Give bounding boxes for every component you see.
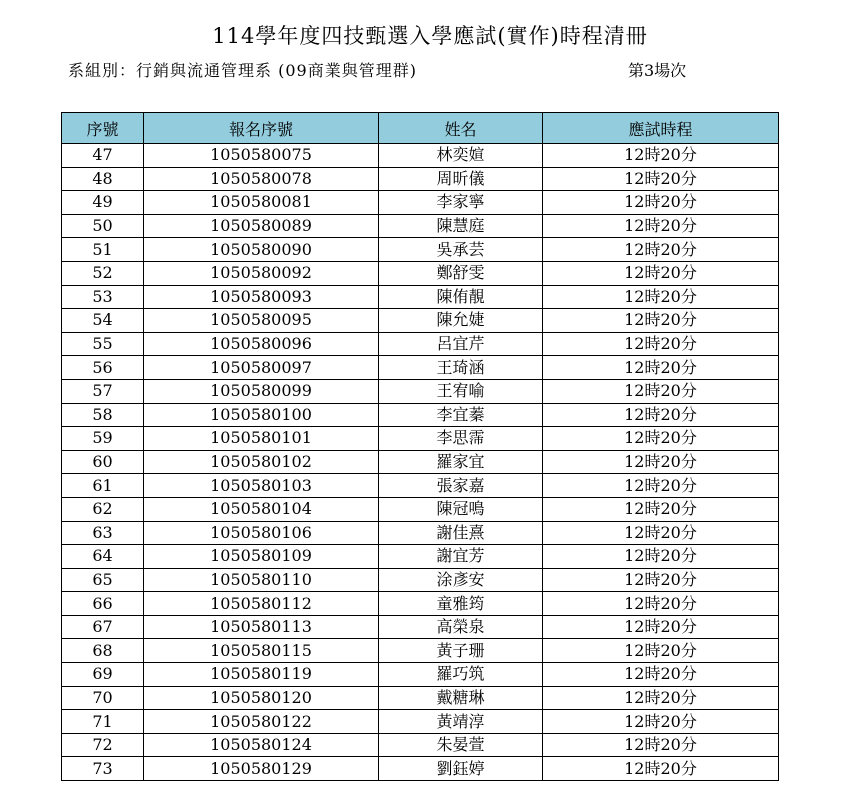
cell-exam-time: 12時20分: [543, 474, 779, 498]
cell-registration-no: 1050580075: [144, 144, 379, 168]
cell-name: 張家嘉: [379, 474, 543, 498]
cell-name: 呂宜芹: [379, 332, 543, 356]
cell-seq: 60: [62, 450, 144, 474]
table-row: [62, 686, 779, 710]
cell-name: 謝宜芳: [379, 545, 543, 569]
cell-registration-no: 1050580113: [144, 615, 379, 639]
cell-exam-time: 12時20分: [543, 710, 779, 734]
table-row: [62, 497, 779, 521]
cell-exam-time: 12時20分: [543, 403, 779, 427]
cell-name: 涂彥安: [379, 568, 543, 592]
cell-seq: 72: [62, 733, 144, 757]
cell-exam-time: 12時20分: [543, 167, 779, 191]
cell-name: 劉鈺婷: [379, 757, 543, 781]
cell-seq: 53: [62, 285, 144, 309]
cell-registration-no: 1050580106: [144, 521, 379, 545]
cell-name: 戴糖琳: [379, 686, 543, 710]
table-row: [62, 757, 779, 781]
cell-name: 黃子珊: [379, 639, 543, 663]
cell-registration-no: 1050580120: [144, 686, 379, 710]
cell-seq: 57: [62, 379, 144, 403]
cell-registration-no: 1050580096: [144, 332, 379, 356]
cell-seq: 50: [62, 214, 144, 238]
cell-name: 李宜蓁: [379, 403, 543, 427]
table-row: [62, 261, 779, 285]
cell-exam-time: 12時20分: [543, 639, 779, 663]
cell-seq: 64: [62, 545, 144, 569]
cell-name: 陳侑靚: [379, 285, 543, 309]
header-exam-time: 應試時程: [543, 113, 779, 144]
cell-name: 李思霈: [379, 427, 543, 451]
cell-exam-time: 12時20分: [543, 309, 779, 333]
cell-seq: 70: [62, 686, 144, 710]
cell-exam-time: 12時20分: [543, 427, 779, 451]
table-row: [62, 663, 779, 687]
cell-name: 陳允婕: [379, 309, 543, 333]
cell-seq: 56: [62, 356, 144, 380]
cell-seq: 65: [62, 568, 144, 592]
cell-name: 吳承芸: [379, 238, 543, 262]
cell-name: 朱晏萱: [379, 733, 543, 757]
header-registration-no: 報名序號: [144, 113, 379, 144]
cell-exam-time: 12時20分: [543, 686, 779, 710]
cell-seq: 69: [62, 663, 144, 687]
cell-seq: 59: [62, 427, 144, 451]
cell-registration-no: 1050580115: [144, 639, 379, 663]
table-row: [62, 521, 779, 545]
cell-name: 王宥喻: [379, 379, 543, 403]
cell-registration-no: 1050580089: [144, 214, 379, 238]
cell-registration-no: 1050580078: [144, 167, 379, 191]
cell-registration-no: 1050580081: [144, 191, 379, 215]
cell-registration-no: 1050580097: [144, 356, 379, 380]
table-row: [62, 356, 779, 380]
cell-exam-time: 12時20分: [543, 521, 779, 545]
table-row: [62, 710, 779, 734]
cell-registration-no: 1050580095: [144, 309, 379, 333]
cell-name: 童雅筠: [379, 592, 543, 616]
cell-registration-no: 1050580101: [144, 427, 379, 451]
cell-name: 李家寧: [379, 191, 543, 215]
department-label: 系組別：行銷與流通管理系 (09商業與管理群): [68, 61, 417, 80]
cell-seq: 55: [62, 332, 144, 356]
cell-name: 高榮泉: [379, 615, 543, 639]
cell-exam-time: 12時20分: [543, 332, 779, 356]
table-row: [62, 309, 779, 333]
table-row: [62, 214, 779, 238]
cell-name: 周昕儀: [379, 167, 543, 191]
cell-seq: 62: [62, 497, 144, 521]
table-row: [62, 144, 779, 168]
table-row: [62, 733, 779, 757]
cell-exam-time: 12時20分: [543, 757, 779, 781]
cell-name: 謝佳熹: [379, 521, 543, 545]
cell-exam-time: 12時20分: [543, 238, 779, 262]
cell-exam-time: 12時20分: [543, 144, 779, 168]
cell-seq: 61: [62, 474, 144, 498]
cell-seq: 73: [62, 757, 144, 781]
cell-registration-no: 1050580124: [144, 733, 379, 757]
cell-seq: 52: [62, 261, 144, 285]
cell-exam-time: 12時20分: [543, 356, 779, 380]
cell-seq: 63: [62, 521, 144, 545]
table-row: [62, 167, 779, 191]
table-row: [62, 568, 779, 592]
cell-name: 鄭舒雯: [379, 261, 543, 285]
cell-seq: 48: [62, 167, 144, 191]
table-row: [62, 615, 779, 639]
cell-exam-time: 12時20分: [543, 497, 779, 521]
cell-name: 羅巧筑: [379, 663, 543, 687]
session-label: 第3場次: [628, 61, 687, 80]
cell-name: 黃靖淳: [379, 710, 543, 734]
cell-registration-no: 1050580119: [144, 663, 379, 687]
cell-registration-no: 1050580110: [144, 568, 379, 592]
cell-exam-time: 12時20分: [543, 450, 779, 474]
cell-seq: 49: [62, 191, 144, 215]
table-row: [62, 450, 779, 474]
cell-registration-no: 1050580112: [144, 592, 379, 616]
table-row: [62, 474, 779, 498]
document-title: 114學年度四技甄選入學應試(實作)時程清冊: [212, 24, 648, 48]
cell-exam-time: 12時20分: [543, 261, 779, 285]
cell-name: 王琦涵: [379, 356, 543, 380]
table-row: [62, 592, 779, 616]
cell-registration-no: 1050580093: [144, 285, 379, 309]
cell-exam-time: 12時20分: [543, 285, 779, 309]
table-row: [62, 379, 779, 403]
cell-exam-time: 12時20分: [543, 568, 779, 592]
cell-seq: 54: [62, 309, 144, 333]
table-row: [62, 403, 779, 427]
table-header: [62, 113, 779, 144]
cell-name: 陳冠鳴: [379, 497, 543, 521]
header-name: 姓名: [379, 113, 543, 144]
cell-exam-time: 12時20分: [543, 663, 779, 687]
cell-registration-no: 1050580092: [144, 261, 379, 285]
table-row: [62, 191, 779, 215]
cell-exam-time: 12時20分: [543, 615, 779, 639]
table-row: [62, 285, 779, 309]
cell-name: 陳慧庭: [379, 214, 543, 238]
cell-name: 林奕媗: [379, 144, 543, 168]
cell-seq: 51: [62, 238, 144, 262]
cell-seq: 68: [62, 639, 144, 663]
cell-seq: 67: [62, 615, 144, 639]
header-row: [62, 113, 779, 144]
cell-seq: 71: [62, 710, 144, 734]
table-body: [62, 144, 779, 781]
cell-exam-time: 12時20分: [543, 191, 779, 215]
cell-exam-time: 12時20分: [543, 733, 779, 757]
cell-exam-time: 12時20分: [543, 214, 779, 238]
cell-registration-no: 1050580104: [144, 497, 379, 521]
cell-name: 羅家宜: [379, 450, 543, 474]
cell-registration-no: 1050580099: [144, 379, 379, 403]
cell-registration-no: 1050580103: [144, 474, 379, 498]
table-row: [62, 238, 779, 262]
cell-registration-no: 1050580109: [144, 545, 379, 569]
table-row: [62, 427, 779, 451]
cell-exam-time: 12時20分: [543, 545, 779, 569]
cell-registration-no: 1050580122: [144, 710, 379, 734]
schedule-table: [61, 112, 779, 781]
cell-seq: 47: [62, 144, 144, 168]
cell-registration-no: 1050580090: [144, 238, 379, 262]
table-row: [62, 545, 779, 569]
cell-registration-no: 1050580100: [144, 403, 379, 427]
cell-registration-no: 1050580102: [144, 450, 379, 474]
cell-exam-time: 12時20分: [543, 592, 779, 616]
table-row: [62, 332, 779, 356]
cell-exam-time: 12時20分: [543, 379, 779, 403]
cell-seq: 58: [62, 403, 144, 427]
cell-registration-no: 1050580129: [144, 757, 379, 781]
table-row: [62, 639, 779, 663]
cell-seq: 66: [62, 592, 144, 616]
header-seq: 序號: [62, 113, 144, 144]
